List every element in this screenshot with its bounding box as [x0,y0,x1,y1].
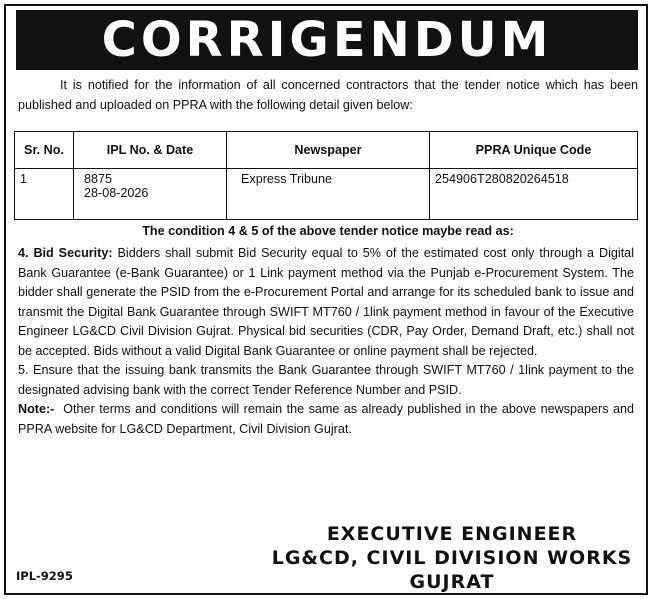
header-ppra-code: PPRA Unique Code [430,132,638,169]
cell-ipl-date: 28-08-2026 [84,186,149,200]
signature-line-1: EXECUTIVE ENGINEER [326,523,578,545]
signature-line-3: GUJRAT [409,571,495,593]
note-paragraph [18,400,634,439]
header-sr-no: Sr. No. [15,132,74,169]
signature-block [262,522,642,594]
clauses-block [18,244,634,439]
condition-heading: The condition 4 & 5 of the above tender notice maybe read as: [142,224,514,238]
table-header-row [15,132,638,169]
title-banner [16,10,638,70]
note-label: Note:- [18,402,55,416]
tender-detail-table [14,131,638,220]
ipl-reference: IPL-9295 [16,569,73,583]
cell-ipl [74,169,227,220]
clause-4-label: 4. Bid Security: [18,246,113,260]
cell-sr-no: 1 [15,169,74,220]
note-text: Other terms and conditions will remain the same as already published in the above newspapers and PPRA website for LG&CD Department, Civil Division Gujrat. [18,402,634,436]
intro-paragraph: It is notified for the information of all concerned contractors that the tender notice which has been published and uploaded on PPRA with the following detail given below: [18,78,638,112]
clause-5: 5. Ensure that the issuing bank transmits the Bank Guarantee through SWIFT MT760 / 1link payment to the designated advising bank with the correct Tender Reference Number and PSID. [18,363,634,397]
cell-newspaper: Express Tribune [227,169,430,220]
clause-4 [18,244,634,361]
signature-line-2: LG&CD, CIVIL DIVISION WORKS [271,547,633,569]
table-row [15,169,638,220]
clause-4-text: Bidders shall submit Bid Security equal to 5% of the estimated cost only through a Digital Bank Guarantee (e-Bank Guarantee) or 1 Link payment method via the Punjab e-Procurement System. The bidder shall generate the PSID from the e-Procurement Portal and arrange for its scheduled bank to issue and transmit the Digital Bank Guarantee through SWIFT MT760 / 1link payment method in favour of the Executive Engineer LG&CD Civil Division Gujrat. Physical bid securities (CDR, Pay Order, Demand Draft, etc.) shall not be accepted. Bids without a valid Digital Bank Guarantee or online payment shall be rejected. [18,246,634,358]
header-ipl-no-date: IPL No. & Date [74,132,227,169]
notice-title: CORRIGENDUM [101,12,553,68]
cell-ppra-code: 254906T280820264518 [430,169,638,220]
header-newspaper: Newspaper [227,132,430,169]
cell-ipl-no: 8875 [84,172,113,186]
